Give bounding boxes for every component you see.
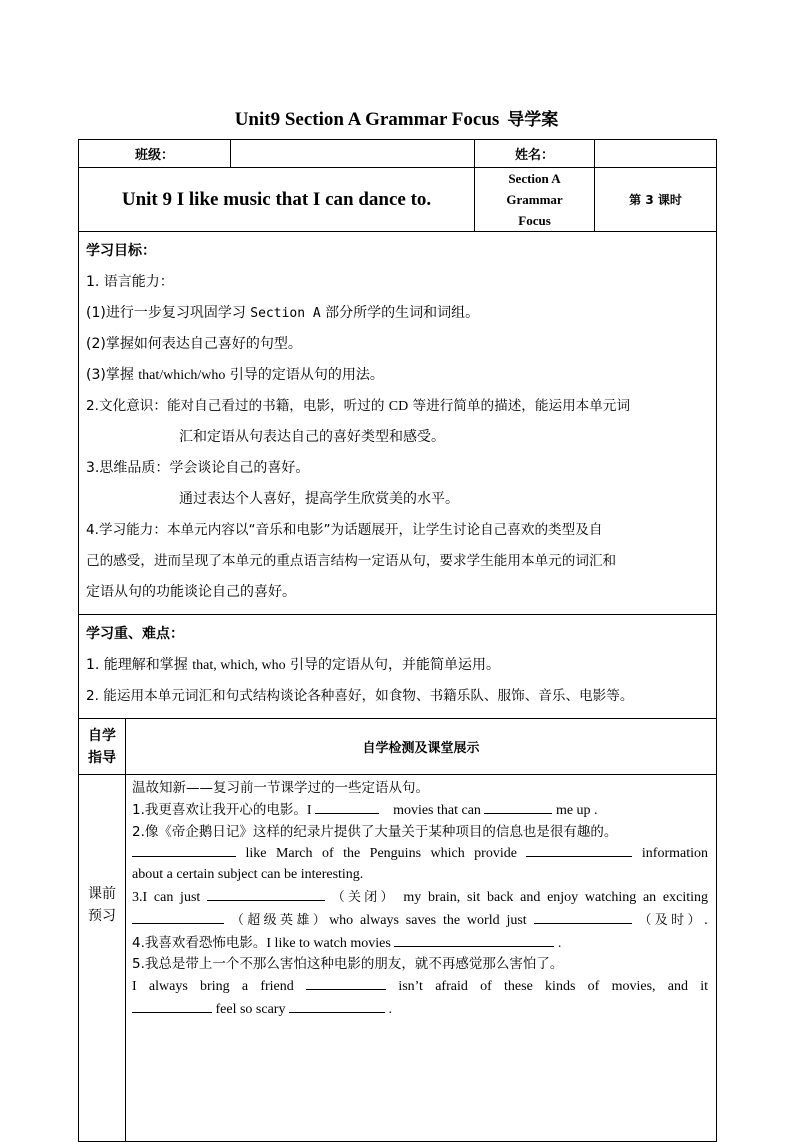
exercise-3: 3.I can just （关闭） my brain, sit back and enjoy watching an exciting [132, 886, 708, 909]
objective-line: 3.思维品质：学会谈论自己的喜好。 [86, 460, 310, 476]
objective-line: 4.学习能力：本单元内容以“音乐和电影”为话题展开，让学生讨论自己喜欢的类型及自 [86, 522, 603, 538]
section-line-2: Grammar [506, 192, 563, 207]
name-field[interactable] [595, 140, 717, 168]
title-en: Unit9 Section A Grammar Focus [234, 109, 500, 130]
keypoint-line: 1. 能理解和掌握 that, which, who 引导的定语从句，并能简单运用。 [86, 657, 501, 673]
class-field[interactable] [231, 140, 475, 168]
answer-blank[interactable] [207, 886, 325, 901]
exercise-5: I always bring a friend isn’t afraid of these kinds of movies, and it [132, 975, 708, 998]
lesson-number: 第 3 课时 [595, 168, 717, 232]
class-label: 班级： [79, 140, 231, 168]
preview-side-label: 课前 预习 [79, 775, 126, 1142]
selfstudy-heading: 自学检测及课堂展示 [126, 719, 717, 775]
answer-blank[interactable] [534, 909, 632, 924]
answer-blank[interactable] [289, 998, 385, 1013]
answer-blank[interactable] [306, 975, 386, 990]
objectives-cell [79, 232, 717, 615]
exercise-1: 1.我更喜欢让我开心的电影。I movies that can me up . [132, 799, 708, 822]
answer-blank[interactable] [132, 842, 236, 857]
answer-blank[interactable] [394, 932, 554, 947]
keypoints-cell [79, 615, 717, 719]
answer-blank[interactable] [132, 909, 224, 924]
preview-cell [126, 775, 717, 1142]
objective-line: 汇和定语从句表达自己的喜好类型和感受。 [179, 429, 445, 445]
document-title [0, 105, 793, 131]
preview-intro: 温故知新——复习前一节课学过的一些定语从句。 [132, 780, 429, 796]
objective-line: 1. 语言能力： [86, 274, 174, 290]
objective-line: (3)掌握 that/which/who 引导的定语从句的用法。 [86, 367, 384, 383]
objective-line: 定语从句的功能谈论自己的喜好。 [86, 584, 296, 600]
keypoints-row [79, 615, 717, 719]
section-line-3: Focus [518, 213, 551, 228]
exercise-2-cont: about a certain subject can be interesting. [132, 867, 364, 883]
header-row-class [79, 140, 717, 168]
worksheet-table [78, 139, 717, 1142]
keypoint-line: 2. 能运用本单元词汇和句式结构谈论各种喜好，如食物、书籍乐队、服饰、音乐、电影等。 [86, 688, 634, 704]
header-row-unit [79, 168, 717, 232]
exercise-5-cont: feel so scary . [132, 998, 708, 1021]
exercise-5-cn: 5.我总是带上一个不那么害怕这种电影的朋友，就不再感觉那么害怕了。 [132, 956, 564, 973]
objective-line: 2.文化意识：能对自己看过的书籍，电影，听过的 CD 等进行简单的描述，能运用本单元词 [86, 398, 631, 414]
name-label: 姓名： [475, 140, 595, 168]
section-line-1: Section A [508, 171, 561, 186]
objectives-heading: 学习目标： [86, 243, 156, 259]
preview-row [79, 775, 717, 1142]
objective-line: (1)进行一步复习巩固学习 Section A 部分所学的生词和词组。 [86, 305, 480, 321]
objective-line: 己的感受，进而呈现了本单元的重点语言结构一定语从句，要求学生能用本单元的词汇和 [86, 553, 617, 569]
answer-blank[interactable] [315, 799, 379, 814]
answer-blank[interactable] [132, 998, 212, 1013]
exercise-4: 4.我喜欢看恐怖电影。I like to watch movies . [132, 932, 708, 955]
title-cn: 导学案 [507, 110, 559, 130]
objectives-row [79, 232, 717, 615]
answer-blank[interactable] [484, 799, 552, 814]
answer-blank[interactable] [526, 842, 632, 857]
exercise-2: like March of the Penguins which provide information [132, 842, 708, 865]
keypoints-heading: 学习重、难点： [86, 626, 184, 642]
objective-line: (2)掌握如何表达自己喜好的句型。 [86, 336, 302, 352]
exercise-3-cont: （超级英雄）who always saves the world just （及时）. [132, 909, 708, 932]
objective-line: 通过表达个人喜好，提高学生欣赏美的水平。 [179, 491, 459, 507]
section-cell [475, 168, 595, 232]
selfstudy-row [79, 719, 717, 775]
selfstudy-side-label: 自学 指导 [79, 719, 126, 775]
exercise-2-cn: 2.像《帝企鹅日记》这样的纪录片提供了大量关于某种项目的信息也是很有趣的。 [132, 823, 618, 840]
unit-title: Unit 9 I like music that I can dance to. [79, 168, 475, 232]
